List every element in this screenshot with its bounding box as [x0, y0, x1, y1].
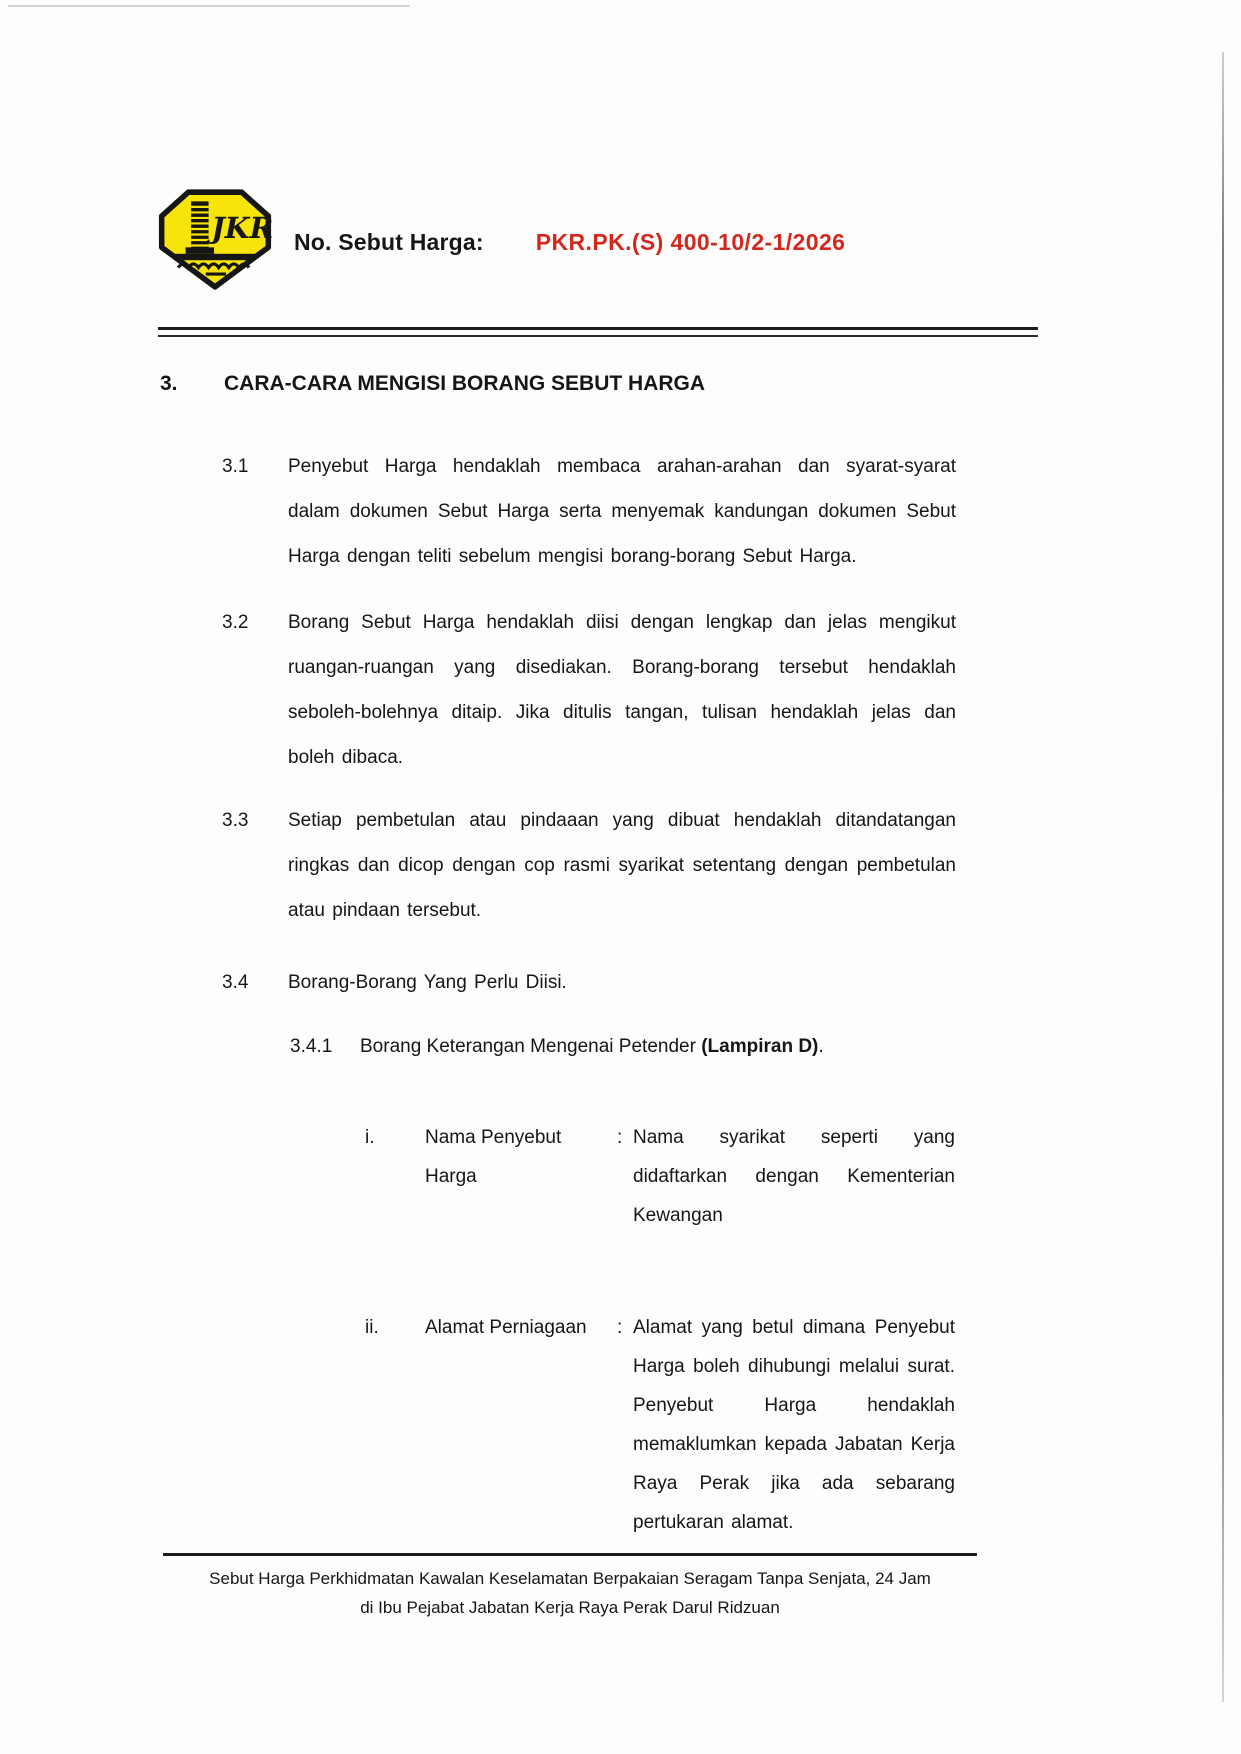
item-numeral: i. [365, 1127, 375, 1148]
section-title: CARA-CARA MENGISI BORANG SEBUT HARGA [224, 372, 706, 395]
header-divider-rule [158, 327, 1038, 337]
subparagraph-text [360, 1036, 824, 1058]
scan-artifact-top [8, 5, 410, 7]
footer-line-2: di Ibu Pejabat Jabatan Kerja Raya Perak Darul Ridzuan [360, 1598, 780, 1617]
lampiran-d-bold: (Lampiran D) [701, 1036, 819, 1057]
detail-item-ii [365, 1308, 955, 1542]
paragraph-text: Borang-Borang Yang Perlu Diisi. [288, 972, 567, 993]
footer-line-1: Sebut Harga Perkhidmatan Kawalan Keselamatan Berpakaian Seragam Tanpa Senjata, 24 Jam [209, 1569, 931, 1588]
document-header [158, 188, 845, 297]
jkr-logo-icon [158, 188, 272, 297]
sebut-harga-number-label: No. Sebut Harga: [294, 229, 484, 255]
item-value: Alamat yang betul dimana Penyebut Harga boleh dihubungi melalui surat. Penyebut Harga hendaklah memaklumkan kepada Jabatan Kerja Raya Perak jika ada sebarang pertukaran alamat. [633, 1317, 955, 1533]
item-colon: : [617, 1127, 623, 1148]
section-heading [160, 372, 705, 396]
item-label: Alamat Perniagaan [425, 1317, 587, 1338]
paragraph-text: Borang Sebut Harga hendaklah diisi dengan lengkap dan jelas mengikut ruangan-ruangan yang disediakan. Borang-borang tersebut hendaklah seboleh-bolehnya ditaip. Jika ditulis tangan, tulisan hendaklah jelas dan boleh dibaca. [288, 612, 956, 768]
svg-text:JKR: JKR [211, 211, 272, 246]
footer-divider-rule [163, 1553, 977, 1556]
subparagraph-text-after: . [818, 1036, 824, 1057]
paragraph-text: Setiap pembetulan atau pindaaan yang dibuat hendaklah ditandatangan ringkas dan dicop dengan cop rasmi syarikat setentang dengan pembetulan atau pindaan tersebut. [288, 810, 956, 921]
item-value: Nama syarikat seperti yang didaftarkan dengan Kementerian Kewangan [633, 1127, 955, 1226]
item-numeral: ii. [365, 1317, 379, 1338]
paragraph-number: 3.4 [222, 972, 249, 993]
subparagraph-3-4-1 [290, 1036, 824, 1058]
paragraph-3-2 [222, 600, 956, 780]
scan-artifact-right-edge [1222, 52, 1224, 1702]
paragraph-number: 3.1 [222, 456, 249, 477]
item-colon: : [617, 1317, 623, 1338]
paragraph-3-3 [222, 798, 956, 933]
subparagraph-text-before: Borang Keterangan Mengenai Petender [360, 1036, 702, 1057]
detail-item-i [365, 1118, 955, 1235]
paragraph-text: Penyebut Harga hendaklah membaca arahan-arahan dan syarat-syarat dalam dokumen Sebut Harga serta menyemak kandungan dokumen Sebut Harga dengan teliti sebelum mengisi borang-borang Sebut Harga. [288, 456, 956, 567]
paragraph-number: 3.3 [222, 810, 249, 831]
item-label: Nama Penyebut Harga [425, 1127, 562, 1187]
paragraph-number: 3.2 [222, 612, 249, 633]
subparagraph-number: 3.4.1 [290, 1036, 333, 1057]
sebut-harga-reference-number: PKR.PK.(S) 400-10/2-1/2026 [535, 229, 846, 255]
footer [150, 1564, 990, 1622]
paragraph-3-1 [222, 444, 956, 579]
paragraph-3-4 [222, 960, 956, 1005]
section-number: 3. [160, 372, 178, 395]
